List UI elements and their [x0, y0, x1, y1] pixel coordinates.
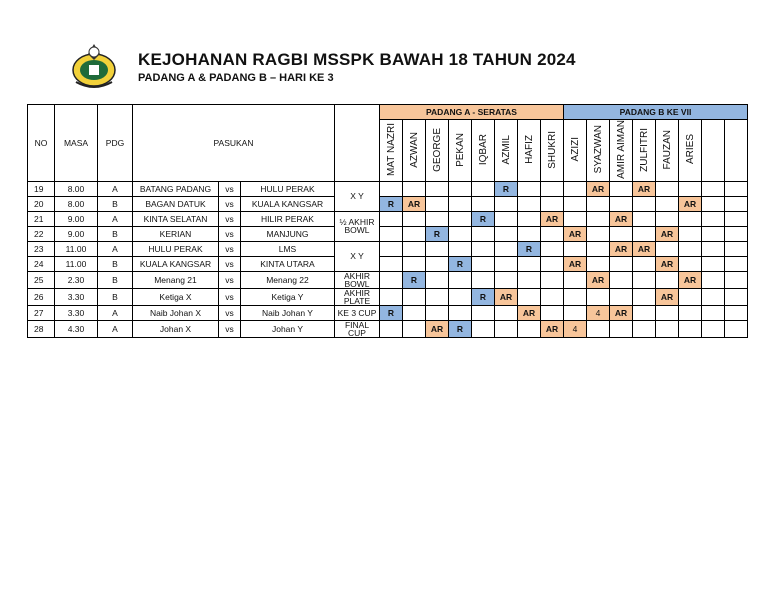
- assignment-cell: [679, 226, 702, 241]
- assignment-cell: AR: [587, 271, 610, 288]
- assignment-cell: [656, 181, 679, 196]
- assignment-cell: [426, 271, 449, 288]
- match-time: 2.30: [55, 271, 98, 288]
- table-row: [28, 271, 748, 288]
- table-row: [28, 320, 748, 337]
- assignment-cell: AR: [679, 271, 702, 288]
- referee-header: [587, 120, 610, 182]
- assignment-cell: [679, 320, 702, 337]
- table-row: [28, 256, 748, 271]
- assignment-cell: [702, 271, 725, 288]
- team-home: Johan X: [133, 320, 219, 337]
- match-field: B: [98, 196, 133, 211]
- assignment-cell: AR: [403, 196, 426, 211]
- team-home: KUALA KANGSAR: [133, 256, 219, 271]
- team-home: Ketiga X: [133, 288, 219, 305]
- team-away: KINTA UTARA: [241, 256, 335, 271]
- assignment-cell: [518, 181, 541, 196]
- col-pasukan: PASUKAN: [133, 105, 335, 182]
- assignment-cell: [725, 271, 748, 288]
- match-time: 11.00: [55, 241, 98, 256]
- referee-header: [564, 120, 587, 182]
- assignment-cell: [518, 288, 541, 305]
- assignment-cell: [380, 181, 403, 196]
- assignment-cell: [495, 256, 518, 271]
- assignment-cell: [679, 305, 702, 320]
- assignment-cell: [587, 211, 610, 226]
- team-home: BAGAN DATUK: [133, 196, 219, 211]
- vs-label: vs: [219, 211, 241, 226]
- table-row: [28, 211, 748, 226]
- assignment-cell: [610, 271, 633, 288]
- referee-name: GEORGE: [431, 127, 443, 172]
- assignment-cell: [449, 196, 472, 211]
- assignment-cell: [426, 196, 449, 211]
- referee-header: [518, 120, 541, 182]
- table-row: [28, 181, 748, 196]
- assignment-cell: [564, 211, 587, 226]
- assignment-cell: [449, 181, 472, 196]
- assignment-cell: R: [518, 241, 541, 256]
- team-home: BATANG PADANG: [133, 181, 219, 196]
- referee-header: [610, 120, 633, 182]
- assignment-cell: [426, 211, 449, 226]
- team-home: Naib Johan X: [133, 305, 219, 320]
- assignment-cell: [725, 288, 748, 305]
- assignment-cell: [380, 256, 403, 271]
- assignment-cell: [587, 226, 610, 241]
- assignment-cell: [495, 305, 518, 320]
- col-pdg: PDG: [98, 105, 133, 182]
- vs-label: vs: [219, 181, 241, 196]
- team-away: MANJUNG: [241, 226, 335, 241]
- assignment-cell: [449, 226, 472, 241]
- assignment-cell: [518, 271, 541, 288]
- assignment-cell: [633, 226, 656, 241]
- assignment-cell: [472, 181, 495, 196]
- assignment-cell: [403, 181, 426, 196]
- assignment-cell: [610, 256, 633, 271]
- assignment-cell: [449, 305, 472, 320]
- assignment-cell: AR: [518, 305, 541, 320]
- assignment-cell: R: [472, 288, 495, 305]
- assignment-cell: [403, 256, 426, 271]
- assignment-cell: [403, 226, 426, 241]
- assignment-cell: [725, 305, 748, 320]
- assignment-cell: [403, 305, 426, 320]
- match-note: AKHIR PLATE: [335, 288, 380, 305]
- assignment-cell: [380, 226, 403, 241]
- match-no: 25: [28, 271, 55, 288]
- assignment-cell: [679, 256, 702, 271]
- referee-name: AMIR AIMAN: [615, 120, 627, 179]
- assignment-cell: AR: [610, 305, 633, 320]
- table-row: [28, 288, 748, 305]
- team-away: Ketiga Y: [241, 288, 335, 305]
- assignment-cell: 4: [587, 305, 610, 320]
- assignment-cell: [725, 211, 748, 226]
- assignment-cell: [587, 196, 610, 211]
- assignment-cell: [610, 196, 633, 211]
- assignment-cell: [518, 226, 541, 241]
- assignment-cell: [541, 305, 564, 320]
- table-row: [28, 196, 748, 211]
- assignment-cell: R: [472, 211, 495, 226]
- assignment-cell: [725, 241, 748, 256]
- assignment-cell: [449, 211, 472, 226]
- assignment-cell: [541, 288, 564, 305]
- assignment-cell: [495, 320, 518, 337]
- referee-header: [679, 120, 702, 182]
- assignment-cell: [679, 288, 702, 305]
- assignment-cell: [587, 241, 610, 256]
- assignment-cell: AR: [679, 196, 702, 211]
- assignment-cell: [472, 271, 495, 288]
- vs-label: vs: [219, 256, 241, 271]
- table-row: [28, 241, 748, 256]
- assignment-cell: [518, 256, 541, 271]
- match-no: 21: [28, 211, 55, 226]
- team-home: Menang 21: [133, 271, 219, 288]
- assignment-cell: [472, 196, 495, 211]
- assignment-cell: [403, 288, 426, 305]
- match-no: 26: [28, 288, 55, 305]
- match-time: 4.30: [55, 320, 98, 337]
- assignment-cell: AR: [587, 181, 610, 196]
- match-field: A: [98, 241, 133, 256]
- match-time: 8.00: [55, 196, 98, 211]
- assignment-cell: [725, 181, 748, 196]
- assignment-cell: [725, 256, 748, 271]
- assignment-cell: AR: [633, 181, 656, 196]
- referee-name: AZIZI: [569, 137, 581, 162]
- match-field: A: [98, 320, 133, 337]
- assignment-cell: [679, 211, 702, 226]
- referee-name: PEKAN: [454, 132, 466, 167]
- referee-header: [725, 120, 748, 182]
- assignment-cell: [403, 211, 426, 226]
- assignment-cell: AR: [541, 211, 564, 226]
- assignment-cell: [380, 271, 403, 288]
- assignment-cell: [656, 320, 679, 337]
- referee-name: FAUZAN: [661, 129, 673, 170]
- assignment-cell: [472, 226, 495, 241]
- assignment-cell: [587, 320, 610, 337]
- assignment-cell: [679, 181, 702, 196]
- match-no: 23: [28, 241, 55, 256]
- assignment-cell: [541, 256, 564, 271]
- team-away: HILIR PERAK: [241, 211, 335, 226]
- match-no: 27: [28, 305, 55, 320]
- assignment-cell: [449, 241, 472, 256]
- vs-label: vs: [219, 305, 241, 320]
- referee-name: SYAZWAN: [592, 125, 604, 174]
- assignment-cell: [702, 196, 725, 211]
- referee-header: [495, 120, 518, 182]
- assignment-cell: [702, 256, 725, 271]
- col-no: NO: [28, 105, 55, 182]
- assignment-cell: [702, 288, 725, 305]
- assignment-cell: [495, 226, 518, 241]
- assignment-cell: [518, 196, 541, 211]
- assignment-cell: R: [426, 226, 449, 241]
- assignment-cell: [633, 305, 656, 320]
- assignment-cell: [633, 256, 656, 271]
- assignment-cell: [541, 241, 564, 256]
- assignment-cell: AR: [495, 288, 518, 305]
- col-masa: MASA: [55, 105, 98, 182]
- match-field: A: [98, 181, 133, 196]
- match-no: 28: [28, 320, 55, 337]
- assignment-cell: [495, 271, 518, 288]
- assignment-cell: [380, 241, 403, 256]
- assignment-cell: [702, 305, 725, 320]
- match-note: FINAL CUP: [335, 320, 380, 337]
- vs-label: vs: [219, 226, 241, 241]
- assignment-cell: AR: [564, 226, 587, 241]
- assignment-cell: [702, 226, 725, 241]
- assignment-cell: [564, 241, 587, 256]
- match-time: 3.30: [55, 288, 98, 305]
- assignment-cell: [426, 288, 449, 305]
- match-field: B: [98, 256, 133, 271]
- assignment-cell: [610, 288, 633, 305]
- assignment-cell: [380, 288, 403, 305]
- assignment-cell: [472, 256, 495, 271]
- assignment-cell: AR: [656, 226, 679, 241]
- assignment-cell: R: [403, 271, 426, 288]
- assignment-cell: [403, 241, 426, 256]
- assignment-cell: [702, 320, 725, 337]
- referee-header: [380, 120, 403, 182]
- team-away: HULU PERAK: [241, 181, 335, 196]
- team-home: KERIAN: [133, 226, 219, 241]
- group-header-row: [28, 105, 748, 120]
- assignment-cell: [725, 226, 748, 241]
- assignment-cell: 4: [564, 320, 587, 337]
- match-note: KE 3 CUP: [335, 305, 380, 320]
- assignment-cell: [633, 211, 656, 226]
- match-note: AKHIR BOWL: [335, 271, 380, 288]
- assignment-cell: R: [449, 320, 472, 337]
- assignment-cell: [610, 181, 633, 196]
- assignment-cell: [587, 288, 610, 305]
- vs-label: vs: [219, 288, 241, 305]
- assignment-cell: [564, 288, 587, 305]
- assignment-cell: [449, 288, 472, 305]
- assignment-cell: [702, 181, 725, 196]
- assignment-cell: [656, 241, 679, 256]
- assignment-cell: [564, 196, 587, 211]
- match-field: B: [98, 226, 133, 241]
- vs-label: vs: [219, 271, 241, 288]
- assignment-cell: [541, 196, 564, 211]
- referee-header: [633, 120, 656, 182]
- assignment-cell: [541, 181, 564, 196]
- team-away: Menang 22: [241, 271, 335, 288]
- match-time: 9.00: [55, 226, 98, 241]
- team-away: KUALA KANGSAR: [241, 196, 335, 211]
- assignment-cell: [725, 320, 748, 337]
- assignment-cell: [656, 196, 679, 211]
- assignment-cell: [541, 226, 564, 241]
- referee-name: IQBAR: [477, 133, 489, 166]
- match-note: X Y: [335, 241, 380, 271]
- assignment-cell: [495, 211, 518, 226]
- referee-header: [702, 120, 725, 182]
- assignment-cell: R: [380, 196, 403, 211]
- assignment-cell: [610, 226, 633, 241]
- referee-header: [426, 120, 449, 182]
- referee-name: AZMIL: [500, 134, 512, 165]
- vs-label: vs: [219, 320, 241, 337]
- assignment-cell: [633, 320, 656, 337]
- assignment-cell: [518, 211, 541, 226]
- referee-header: [541, 120, 564, 182]
- match-time: 8.00: [55, 181, 98, 196]
- assignment-cell: [472, 320, 495, 337]
- assignment-cell: R: [380, 305, 403, 320]
- page-subtitle: PADANG A & PADANG B – HARI KE 3: [138, 72, 334, 84]
- assignment-cell: [633, 271, 656, 288]
- col-note: [335, 105, 380, 182]
- referee-name: SHUKRI: [546, 130, 558, 169]
- team-away: Naib Johan Y: [241, 305, 335, 320]
- match-note: X Y: [335, 181, 380, 211]
- assignment-cell: [541, 271, 564, 288]
- group-padang-b: PADANG B KE VII: [564, 105, 748, 120]
- referee-name: AZWAN: [408, 131, 420, 168]
- vs-label: vs: [219, 196, 241, 211]
- team-home: HULU PERAK: [133, 241, 219, 256]
- assignment-cell: [495, 196, 518, 211]
- assignment-cell: [403, 320, 426, 337]
- assignment-cell: [702, 241, 725, 256]
- assignment-cell: [495, 241, 518, 256]
- match-field: A: [98, 211, 133, 226]
- assignment-cell: [426, 305, 449, 320]
- assignment-cell: [426, 181, 449, 196]
- assignment-cell: [449, 271, 472, 288]
- assignment-cell: [518, 320, 541, 337]
- assignment-cell: [380, 211, 403, 226]
- referee-header: [403, 120, 426, 182]
- assignment-cell: [587, 256, 610, 271]
- referee-name: ARIES: [684, 134, 696, 165]
- team-away: LMS: [241, 241, 335, 256]
- table-row: [28, 305, 748, 320]
- assignment-cell: AR: [633, 241, 656, 256]
- match-field: B: [98, 271, 133, 288]
- assignment-cell: AR: [656, 256, 679, 271]
- match-time: 3.30: [55, 305, 98, 320]
- assignment-cell: AR: [610, 211, 633, 226]
- assignment-cell: [564, 181, 587, 196]
- team-home: KINTA SELATAN: [133, 211, 219, 226]
- referee-header: [656, 120, 679, 182]
- assignment-cell: [679, 241, 702, 256]
- group-padang-a: PADANG A - SERATAS: [380, 105, 564, 120]
- assignment-cell: AR: [564, 256, 587, 271]
- schedule-table: [27, 104, 748, 338]
- assignment-cell: [472, 305, 495, 320]
- match-note: ½ AKHIR BOWL: [335, 211, 380, 241]
- team-away: Johan Y: [241, 320, 335, 337]
- assignment-cell: [633, 196, 656, 211]
- crest-logo: [70, 40, 118, 90]
- referee-name: MAT NAZRI: [385, 122, 397, 176]
- assignment-cell: [656, 271, 679, 288]
- assignment-cell: [725, 196, 748, 211]
- referee-name: HAFIZ: [523, 135, 535, 164]
- match-no: 24: [28, 256, 55, 271]
- assignment-cell: [426, 241, 449, 256]
- referee-header: [449, 120, 472, 182]
- assignment-cell: R: [449, 256, 472, 271]
- match-time: 11.00: [55, 256, 98, 271]
- page-title: KEJOHANAN RAGBI MSSPK BAWAH 18 TAHUN 2024: [138, 50, 576, 69]
- assignment-cell: [656, 305, 679, 320]
- match-no: 19: [28, 181, 55, 196]
- assignment-cell: [656, 211, 679, 226]
- assignment-cell: [564, 271, 587, 288]
- assignment-cell: AR: [541, 320, 564, 337]
- assignment-cell: [564, 305, 587, 320]
- vs-label: vs: [219, 241, 241, 256]
- assignment-cell: AR: [610, 241, 633, 256]
- assignment-cell: [426, 256, 449, 271]
- referee-name: ZULFITRI: [638, 127, 650, 172]
- match-no: 22: [28, 226, 55, 241]
- referee-header: [472, 120, 495, 182]
- match-field: A: [98, 305, 133, 320]
- assignment-cell: [702, 211, 725, 226]
- assignment-cell: [610, 320, 633, 337]
- assignment-cell: AR: [426, 320, 449, 337]
- match-time: 9.00: [55, 211, 98, 226]
- assignment-cell: AR: [656, 288, 679, 305]
- table-row: [28, 226, 748, 241]
- match-field: B: [98, 288, 133, 305]
- assignment-cell: [472, 241, 495, 256]
- assignment-cell: [380, 320, 403, 337]
- match-no: 20: [28, 196, 55, 211]
- assignment-cell: R: [495, 181, 518, 196]
- assignment-cell: [633, 288, 656, 305]
